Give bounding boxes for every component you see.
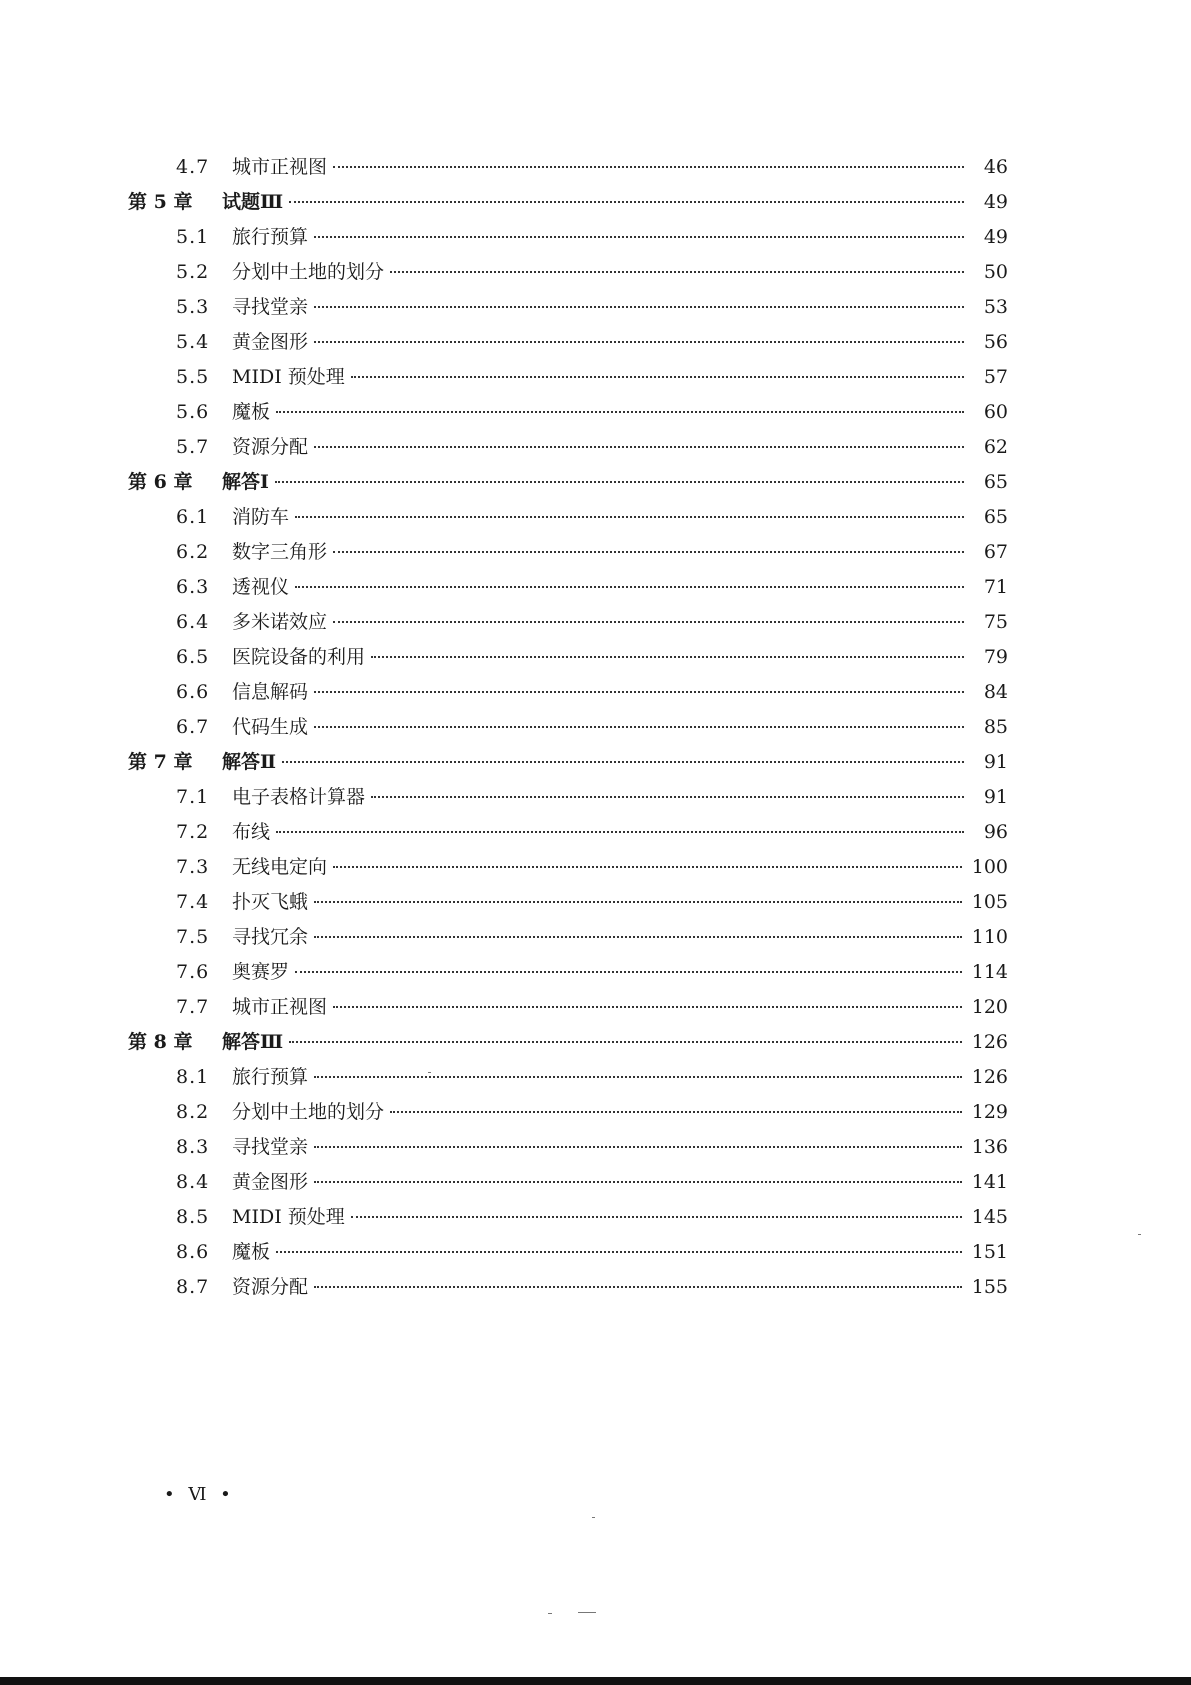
page-number: 65 xyxy=(983,506,1008,528)
page-number: 84 xyxy=(983,681,1008,703)
toc-chapter-entry xyxy=(128,745,1008,780)
scan-bottom-edge xyxy=(0,1677,1191,1685)
page-number: 56 xyxy=(983,331,1008,353)
dot-leader xyxy=(314,341,964,343)
section-number: 6.7 xyxy=(176,716,210,738)
section-number: 6.6 xyxy=(176,681,210,703)
dot-leader xyxy=(275,481,964,483)
table-of-contents xyxy=(128,150,1008,1305)
chapter-title: 解答Ⅲ xyxy=(222,1031,284,1053)
section-number: 5.7 xyxy=(176,436,210,458)
page-number: 105 xyxy=(971,891,1008,913)
section-title: 扑灭飞蛾 xyxy=(232,891,309,913)
dot-leader xyxy=(333,866,962,868)
toc-section-entry xyxy=(128,325,1008,360)
dot-leader xyxy=(314,1146,962,1148)
page-number: 126 xyxy=(971,1066,1008,1088)
toc-section-entry xyxy=(128,360,1008,395)
toc-section-entry xyxy=(128,570,1008,605)
toc-section-entry xyxy=(128,1095,1008,1130)
page-number: 145 xyxy=(971,1206,1008,1228)
toc-section-entry xyxy=(128,1235,1008,1270)
dot-leader xyxy=(390,1111,962,1113)
page-number: 114 xyxy=(971,961,1008,983)
section-number: 7.2 xyxy=(176,821,210,843)
section-number: 8.7 xyxy=(176,1276,210,1298)
page-number: 136 xyxy=(971,1136,1008,1158)
dot-leader xyxy=(282,761,964,763)
chapter-title: 解答Ⅰ xyxy=(222,471,269,493)
dot-leader xyxy=(371,796,964,798)
chapter-number: 第 7 章 xyxy=(128,751,193,773)
toc-section-entry xyxy=(128,535,1008,570)
section-number: 6.3 xyxy=(176,576,210,598)
section-title: 城市正视图 xyxy=(232,996,328,1018)
page-number: 91 xyxy=(983,751,1008,773)
dot-leader xyxy=(351,376,964,378)
chapter-number: 第 6 章 xyxy=(128,471,193,493)
section-title: 黄金图形 xyxy=(232,1171,309,1193)
section-title: 分划中土地的划分 xyxy=(232,261,385,283)
dot-leader xyxy=(390,271,964,273)
section-title: 资源分配 xyxy=(232,1276,309,1298)
toc-section-entry xyxy=(128,885,1008,920)
section-number: 8.6 xyxy=(176,1241,210,1263)
dot-leader xyxy=(314,691,964,693)
toc-section-entry xyxy=(128,780,1008,815)
page-number: 129 xyxy=(971,1101,1008,1123)
page-number: 79 xyxy=(983,646,1008,668)
section-title: 城市正视图 xyxy=(232,156,328,178)
page-number: 46 xyxy=(983,156,1008,178)
scan-speck xyxy=(428,1072,431,1073)
scan-speck xyxy=(548,1613,552,1614)
toc-section-entry xyxy=(128,220,1008,255)
section-number: 8.2 xyxy=(176,1101,210,1123)
section-number: 5.6 xyxy=(176,401,210,423)
dot-leader xyxy=(295,586,964,588)
section-number: 5.5 xyxy=(176,366,210,388)
chapter-title: 试题Ⅲ xyxy=(222,191,284,213)
dot-leader xyxy=(314,1181,962,1183)
page-number: 71 xyxy=(983,576,1008,598)
dot-leader xyxy=(314,901,962,903)
page-number: 65 xyxy=(983,471,1008,493)
toc-section-entry xyxy=(128,1165,1008,1200)
section-title: 黄金图形 xyxy=(232,331,309,353)
page-number: 75 xyxy=(983,611,1008,633)
page-number: 141 xyxy=(971,1171,1008,1193)
toc-section-entry xyxy=(128,1200,1008,1235)
toc-section-entry xyxy=(128,675,1008,710)
page-number: 91 xyxy=(983,786,1008,808)
section-title: 数字三角形 xyxy=(232,541,328,563)
page-folio: • Ⅵ • xyxy=(164,1484,235,1505)
chapter-number: 第 5 章 xyxy=(128,191,193,213)
toc-chapter-entry xyxy=(128,465,1008,500)
page-number: 120 xyxy=(971,996,1008,1018)
dot-leader xyxy=(333,166,964,168)
toc-section-entry xyxy=(128,640,1008,675)
section-title: 资源分配 xyxy=(232,436,309,458)
section-number: 7.7 xyxy=(176,996,210,1018)
section-title: 医院设备的利用 xyxy=(232,646,366,668)
toc-section-entry xyxy=(128,815,1008,850)
section-title: 消防车 xyxy=(232,506,290,528)
chapter-title: 解答Ⅱ xyxy=(222,751,277,773)
section-title: 魔板 xyxy=(232,401,271,423)
section-title: 多米诺效应 xyxy=(232,611,328,633)
section-title: 代码生成 xyxy=(232,716,309,738)
page-number: 60 xyxy=(983,401,1008,423)
dot-leader xyxy=(314,446,964,448)
dot-leader xyxy=(371,656,964,658)
toc-section-entry xyxy=(128,395,1008,430)
section-number: 6.2 xyxy=(176,541,210,563)
section-number: 5.3 xyxy=(176,296,210,318)
section-title: 寻找堂亲 xyxy=(232,1136,309,1158)
section-number: 7.4 xyxy=(176,891,210,913)
section-title: 魔板 xyxy=(232,1241,271,1263)
dot-leader xyxy=(276,831,964,833)
toc-section-entry xyxy=(128,605,1008,640)
page-number: 57 xyxy=(983,366,1008,388)
section-title: 分划中土地的划分 xyxy=(232,1101,385,1123)
page-number: 126 xyxy=(971,1031,1008,1053)
page-number: 67 xyxy=(983,541,1008,563)
dot-leader xyxy=(333,1006,962,1008)
section-number: 5.4 xyxy=(176,331,210,353)
section-number: 5.2 xyxy=(176,261,210,283)
section-title: 旅行预算 xyxy=(232,226,309,248)
section-number: 7.3 xyxy=(176,856,210,878)
section-number: 8.3 xyxy=(176,1136,210,1158)
dot-leader xyxy=(333,621,964,623)
section-number: 6.5 xyxy=(176,646,210,668)
dot-leader xyxy=(351,1216,962,1218)
toc-chapter-entry xyxy=(128,185,1008,220)
scan-speck xyxy=(578,1612,596,1613)
section-title: 电子表格计算器 xyxy=(232,786,366,808)
page-number: 49 xyxy=(983,191,1008,213)
page-number: 53 xyxy=(983,296,1008,318)
toc-section-entry xyxy=(128,290,1008,325)
dot-leader xyxy=(295,971,962,973)
dot-leader xyxy=(295,516,964,518)
dot-leader xyxy=(314,936,962,938)
section-number: 7.5 xyxy=(176,926,210,948)
page-number: 85 xyxy=(983,716,1008,738)
page-number: 62 xyxy=(983,436,1008,458)
section-number: 5.1 xyxy=(176,226,210,248)
toc-section-entry xyxy=(128,1060,1008,1095)
toc-section-entry xyxy=(128,255,1008,290)
toc-section-entry xyxy=(128,1130,1008,1165)
dot-leader xyxy=(314,1076,962,1078)
page-number: 155 xyxy=(971,1276,1008,1298)
chapter-number: 第 8 章 xyxy=(128,1031,193,1053)
dot-leader xyxy=(333,551,964,553)
page-number: 50 xyxy=(983,261,1008,283)
section-number: 4.7 xyxy=(176,156,210,178)
section-title: 无线电定向 xyxy=(232,856,328,878)
section-title: 寻找堂亲 xyxy=(232,296,309,318)
section-title: MIDI 预处理 xyxy=(232,1206,345,1228)
section-title: 透视仪 xyxy=(232,576,290,598)
section-title: 信息解码 xyxy=(232,681,309,703)
toc-section-entry xyxy=(128,150,1008,185)
toc-section-entry xyxy=(128,920,1008,955)
section-title: MIDI 预处理 xyxy=(232,366,345,388)
page-number: 151 xyxy=(971,1241,1008,1263)
dot-leader xyxy=(289,201,964,203)
section-title: 奥赛罗 xyxy=(232,961,290,983)
dot-leader xyxy=(314,726,964,728)
dot-leader xyxy=(314,236,964,238)
toc-section-entry xyxy=(128,850,1008,885)
section-title: 布线 xyxy=(232,821,271,843)
dot-leader xyxy=(276,1251,962,1253)
dot-leader xyxy=(314,1286,962,1288)
section-number: 6.4 xyxy=(176,611,210,633)
toc-section-entry xyxy=(128,955,1008,990)
toc-section-entry xyxy=(128,1270,1008,1305)
page-number: 110 xyxy=(971,926,1008,948)
scan-speck xyxy=(592,1517,595,1518)
toc-section-entry xyxy=(128,430,1008,465)
section-number: 7.6 xyxy=(176,961,210,983)
dot-leader xyxy=(289,1041,962,1043)
section-number: 7.1 xyxy=(176,786,210,808)
scan-speck xyxy=(1138,1234,1141,1235)
toc-section-entry xyxy=(128,990,1008,1025)
page-number: 96 xyxy=(983,821,1008,843)
section-number: 8.1 xyxy=(176,1066,210,1088)
section-number: 6.1 xyxy=(176,506,210,528)
section-title: 寻找冗余 xyxy=(232,926,309,948)
toc-section-entry xyxy=(128,710,1008,745)
dot-leader xyxy=(276,411,964,413)
page-number: 100 xyxy=(971,856,1008,878)
dot-leader xyxy=(314,306,964,308)
toc-section-entry xyxy=(128,500,1008,535)
section-title: 旅行预算 xyxy=(232,1066,309,1088)
page-number: 49 xyxy=(983,226,1008,248)
section-number: 8.4 xyxy=(176,1171,210,1193)
section-number: 8.5 xyxy=(176,1206,210,1228)
toc-chapter-entry xyxy=(128,1025,1008,1060)
